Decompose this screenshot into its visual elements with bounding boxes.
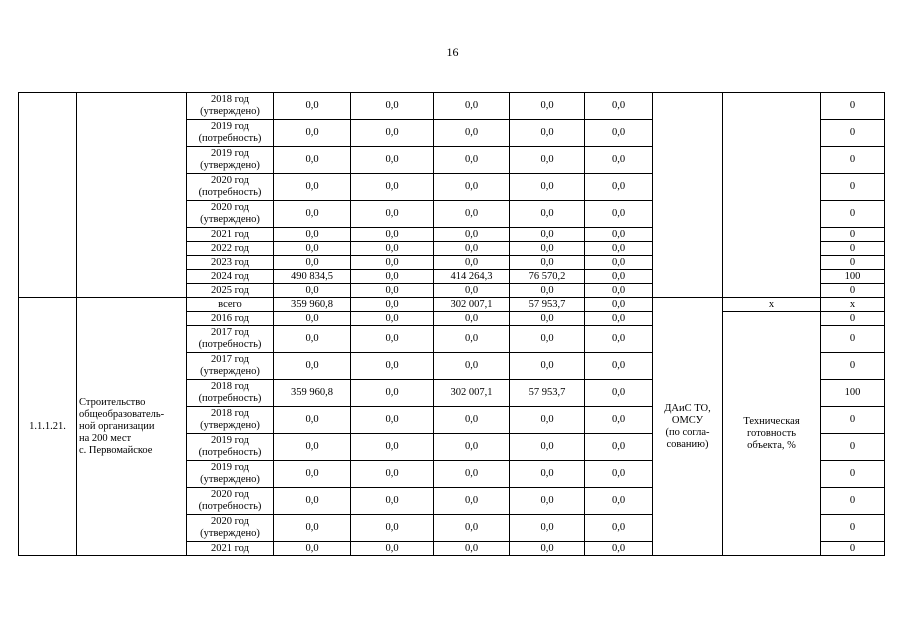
total-cell: 0,0 (274, 434, 351, 461)
period-status: (потребность) (198, 339, 262, 350)
extra-cell: 0,0 (585, 284, 653, 298)
federal-cell: 0,0 (351, 201, 434, 228)
period-year: 2020 год (211, 202, 249, 213)
period-cell: 2023 год (187, 256, 274, 270)
extra-cell: 0,0 (585, 312, 653, 326)
value-cell: 0 (821, 284, 885, 298)
value-cell: х (821, 298, 885, 312)
extra-cell: 0,0 (585, 434, 653, 461)
federal-cell: 0,0 (351, 434, 434, 461)
period-cell (187, 93, 274, 120)
federal-cell: 0,0 (351, 312, 434, 326)
period-cell: 2021 год (187, 228, 274, 242)
period-cell: 2021 год (187, 542, 274, 556)
total-cell: 0,0 (274, 407, 351, 434)
value-cell: 0 (821, 407, 885, 434)
total-cell: 0,0 (274, 542, 351, 556)
local-cell: 0,0 (510, 326, 585, 353)
indicator-cell (723, 93, 821, 298)
extra-cell: 0,0 (585, 256, 653, 270)
local-cell: 0,0 (510, 174, 585, 201)
total-cell: 490 834,5 (274, 270, 351, 284)
value-cell: 0 (821, 434, 885, 461)
local-cell: 0,0 (510, 201, 585, 228)
federal-cell: 0,0 (351, 256, 434, 270)
total-cell: 0,0 (274, 147, 351, 174)
indicator-line: объекта, % (747, 439, 796, 451)
federal-cell: 0,0 (351, 461, 434, 488)
value-cell: 0 (821, 488, 885, 515)
extra-cell: 0,0 (585, 93, 653, 120)
total-cell: 0,0 (274, 461, 351, 488)
indicator-cell (723, 312, 821, 556)
value-cell: 0 (821, 174, 885, 201)
extra-cell: 0,0 (585, 353, 653, 380)
federal-cell: 0,0 (351, 380, 434, 407)
period-cell (187, 326, 274, 353)
federal-cell: 0,0 (351, 228, 434, 242)
table-body (19, 93, 885, 556)
federal-cell: 0,0 (351, 353, 434, 380)
total-cell: 0,0 (274, 174, 351, 201)
local-cell: 0,0 (510, 256, 585, 270)
total-cell: 0,0 (274, 326, 351, 353)
regional-cell: 0,0 (434, 488, 510, 515)
period-cell (187, 147, 274, 174)
value-cell: 0 (821, 256, 885, 270)
extra-cell: 0,0 (585, 120, 653, 147)
federal-cell: 0,0 (351, 515, 434, 542)
regional-cell: 0,0 (434, 228, 510, 242)
period-status: (потребность) (198, 187, 262, 198)
period-status: (потребность) (198, 501, 262, 512)
period-year: 2020 год (211, 175, 249, 186)
value-cell: 0 (821, 201, 885, 228)
local-cell: 0,0 (510, 242, 585, 256)
period-cell (187, 407, 274, 434)
period-cell (187, 488, 274, 515)
period-status: (потребность) (198, 393, 262, 404)
extra-cell: 0,0 (585, 201, 653, 228)
extra-cell: 0,0 (585, 326, 653, 353)
executor-line: ОМСУ (671, 414, 704, 426)
period-year: 2018 год (211, 408, 249, 419)
name-cell (77, 298, 187, 556)
local-cell: 76 570,2 (510, 270, 585, 284)
period-year: 2018 год (211, 381, 249, 392)
value-cell: 0 (821, 312, 885, 326)
name-line: на 200 мест (79, 432, 132, 444)
total-cell: 0,0 (274, 312, 351, 326)
total-cell: 0,0 (274, 120, 351, 147)
local-cell: 0,0 (510, 488, 585, 515)
period-cell (187, 380, 274, 407)
federal-cell: 0,0 (351, 488, 434, 515)
extra-cell: 0,0 (585, 298, 653, 312)
page-number: 16 (446, 45, 459, 59)
period-cell (187, 201, 274, 228)
name-cell (77, 93, 187, 298)
total-cell: 0,0 (274, 256, 351, 270)
regional-cell: 0,0 (434, 93, 510, 120)
local-cell: 0,0 (510, 461, 585, 488)
federal-cell: 0,0 (351, 242, 434, 256)
total-cell: 0,0 (274, 201, 351, 228)
total-cell: 0,0 (274, 93, 351, 120)
local-cell: 0,0 (510, 284, 585, 298)
period-status: (утверждено) (200, 420, 260, 431)
period-cell (187, 174, 274, 201)
period-cell: 2025 год (187, 284, 274, 298)
extra-cell: 0,0 (585, 542, 653, 556)
regional-cell: 302 007,1 (434, 298, 510, 312)
code-cell (19, 93, 77, 298)
period-cell: 2016 год (187, 312, 274, 326)
regional-cell: 0,0 (434, 515, 510, 542)
period-cell: всего (187, 298, 274, 312)
federal-cell: 0,0 (351, 174, 434, 201)
local-cell: 0,0 (510, 542, 585, 556)
period-cell: 2022 год (187, 242, 274, 256)
extra-cell: 0,0 (585, 147, 653, 174)
regional-cell: 0,0 (434, 201, 510, 228)
table-row (19, 298, 885, 312)
extra-cell: 0,0 (585, 488, 653, 515)
local-cell: 0,0 (510, 515, 585, 542)
total-cell: 0,0 (274, 228, 351, 242)
indicator-x-cell: х (723, 298, 821, 312)
local-cell: 0,0 (510, 312, 585, 326)
value-cell: 0 (821, 120, 885, 147)
period-cell (187, 461, 274, 488)
period-year: 2018 год (211, 94, 249, 105)
local-cell: 0,0 (510, 93, 585, 120)
regional-cell: 0,0 (434, 312, 510, 326)
period-status: (утверждено) (200, 106, 260, 117)
federal-cell: 0,0 (351, 298, 434, 312)
local-cell: 0,0 (510, 407, 585, 434)
regional-cell: 0,0 (434, 242, 510, 256)
name-line: общеобразователь- (79, 408, 165, 420)
regional-cell: 0,0 (434, 120, 510, 147)
extra-cell: 0,0 (585, 242, 653, 256)
executor-cell (653, 298, 723, 556)
period-year: 2019 год (211, 435, 249, 446)
total-cell: 0,0 (274, 515, 351, 542)
value-cell: 0 (821, 147, 885, 174)
period-cell (187, 120, 274, 147)
period-status: (потребность) (198, 133, 262, 144)
regional-cell: 0,0 (434, 353, 510, 380)
federal-cell: 0,0 (351, 120, 434, 147)
regional-cell: 0,0 (434, 256, 510, 270)
period-cell: 2024 год (187, 270, 274, 284)
period-year: 2020 год (211, 516, 249, 527)
name-line: Строительство (79, 396, 146, 408)
budget-table (18, 92, 885, 556)
period-status: (утверждено) (200, 474, 260, 485)
local-cell: 57 953,7 (510, 298, 585, 312)
executor-line: (по согла- (665, 426, 710, 438)
federal-cell: 0,0 (351, 270, 434, 284)
period-status: (утверждено) (200, 214, 260, 225)
value-cell: 0 (821, 515, 885, 542)
name-line: ной организации (79, 420, 155, 432)
extra-cell: 0,0 (585, 270, 653, 284)
value-cell: 100 (821, 380, 885, 407)
value-cell: 0 (821, 542, 885, 556)
period-cell (187, 434, 274, 461)
period-year: 2019 год (211, 121, 249, 132)
code-cell: 1.1.1.21. (19, 298, 77, 556)
period-status: (утверждено) (200, 528, 260, 539)
indicator-line: Техническая (743, 415, 800, 427)
regional-cell: 414 264,3 (434, 270, 510, 284)
total-cell: 359 960,8 (274, 298, 351, 312)
local-cell: 0,0 (510, 353, 585, 380)
value-cell: 100 (821, 270, 885, 284)
executor-line: сованию) (666, 438, 709, 450)
extra-cell: 0,0 (585, 515, 653, 542)
local-cell: 0,0 (510, 147, 585, 174)
period-status: (утверждено) (200, 160, 260, 171)
local-cell: 0,0 (510, 434, 585, 461)
regional-cell: 302 007,1 (434, 380, 510, 407)
total-cell: 0,0 (274, 284, 351, 298)
value-cell: 0 (821, 228, 885, 242)
regional-cell: 0,0 (434, 407, 510, 434)
federal-cell: 0,0 (351, 407, 434, 434)
period-year: 2017 год (211, 327, 249, 338)
regional-cell: 0,0 (434, 326, 510, 353)
value-cell: 0 (821, 93, 885, 120)
federal-cell: 0,0 (351, 326, 434, 353)
extra-cell: 0,0 (585, 461, 653, 488)
period-year: 2019 год (211, 462, 249, 473)
regional-cell: 0,0 (434, 284, 510, 298)
period-status: (потребность) (198, 447, 262, 458)
regional-cell: 0,0 (434, 434, 510, 461)
total-cell: 0,0 (274, 242, 351, 256)
local-cell: 0,0 (510, 228, 585, 242)
executor-cell (653, 93, 723, 298)
value-cell: 0 (821, 326, 885, 353)
extra-cell: 0,0 (585, 174, 653, 201)
name-line: с. Первомайское (79, 444, 153, 456)
federal-cell: 0,0 (351, 147, 434, 174)
local-cell: 0,0 (510, 120, 585, 147)
federal-cell: 0,0 (351, 284, 434, 298)
regional-cell: 0,0 (434, 147, 510, 174)
period-cell (187, 515, 274, 542)
total-cell: 0,0 (274, 353, 351, 380)
total-cell: 359 960,8 (274, 380, 351, 407)
period-year: 2017 год (211, 354, 249, 365)
period-year: 2020 год (211, 489, 249, 500)
total-cell: 0,0 (274, 488, 351, 515)
table-row (19, 93, 885, 120)
federal-cell: 0,0 (351, 93, 434, 120)
extra-cell: 0,0 (585, 380, 653, 407)
executor-line: ДАиС ТО, (664, 402, 711, 414)
extra-cell: 0,0 (585, 228, 653, 242)
period-cell (187, 353, 274, 380)
value-cell: 0 (821, 353, 885, 380)
period-status: (утверждено) (200, 366, 260, 377)
regional-cell: 0,0 (434, 174, 510, 201)
local-cell: 57 953,7 (510, 380, 585, 407)
value-cell: 0 (821, 461, 885, 488)
extra-cell: 0,0 (585, 407, 653, 434)
federal-cell: 0,0 (351, 542, 434, 556)
regional-cell: 0,0 (434, 542, 510, 556)
period-year: 2019 год (211, 148, 249, 159)
regional-cell: 0,0 (434, 461, 510, 488)
value-cell: 0 (821, 242, 885, 256)
indicator-line: готовность (747, 427, 796, 439)
